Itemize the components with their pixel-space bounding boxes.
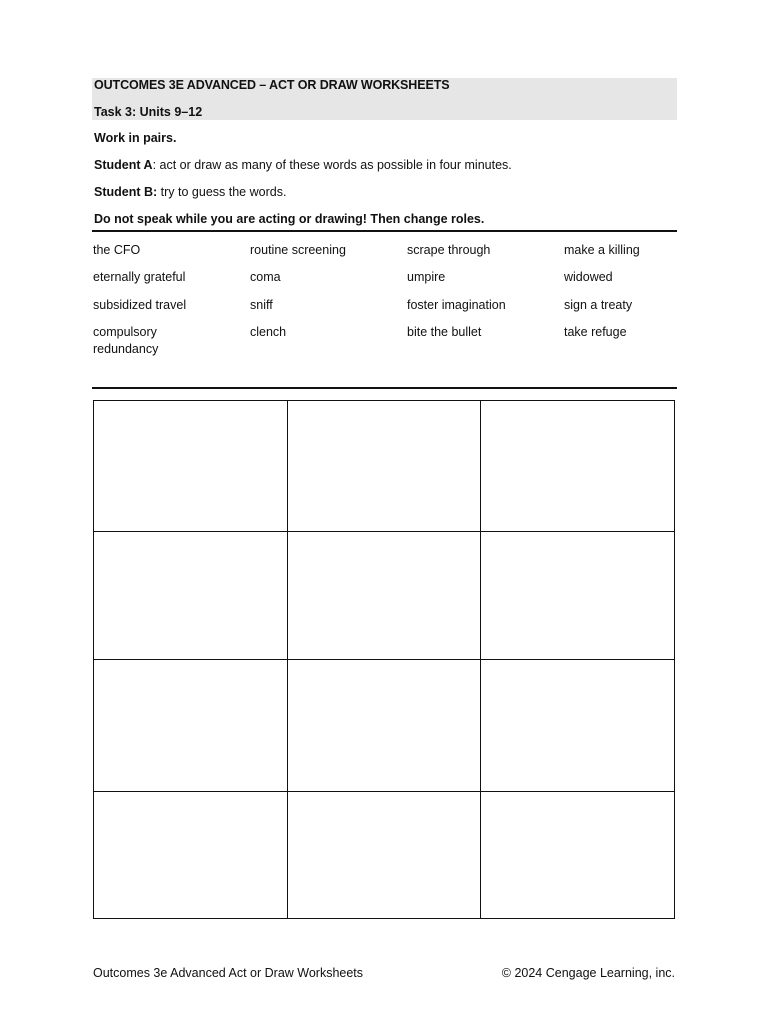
instruction-pairs-text: Work in pairs. — [94, 131, 177, 145]
word-item: foster imagination — [407, 298, 506, 312]
warning-text: Do not speak while you are acting or drawing! Then change roles. — [94, 212, 485, 226]
word-item: coma — [250, 270, 281, 284]
drawing-cell — [481, 792, 674, 918]
instruction-student-b — [94, 184, 286, 200]
word-item: sniff — [250, 298, 273, 312]
drawing-cell — [94, 532, 288, 660]
word-item: make a killing — [564, 243, 640, 257]
student-b-text: try to guess the words. — [157, 185, 287, 199]
drawing-cell — [94, 792, 288, 918]
student-a-text: : act or draw as many of these words as possible in four minutes. — [152, 158, 512, 172]
drawing-cell — [481, 401, 674, 532]
word-item: widowed — [564, 270, 613, 284]
drawing-cell — [288, 792, 481, 918]
word-item: sign a treaty — [564, 298, 633, 312]
drawing-grid — [93, 400, 675, 919]
student-b-label: Student B: — [94, 185, 158, 199]
drawing-cell — [481, 660, 674, 792]
task-heading: Task 3: Units 9–12 — [94, 105, 203, 119]
word-item: scrape through — [407, 243, 491, 257]
drawing-cell — [481, 532, 674, 660]
top-divider — [92, 230, 677, 232]
drawing-cell — [288, 660, 481, 792]
word-item: take refuge — [564, 325, 627, 339]
word-item: the CFO — [93, 243, 141, 257]
word-item: bite the bullet — [407, 325, 482, 339]
footer-left: Outcomes 3e Advanced Act or Draw Worksheets — [93, 966, 364, 980]
word-item: eternally grateful — [93, 270, 186, 284]
drawing-cell — [288, 401, 481, 532]
word-item: routine screening — [250, 243, 346, 257]
word-item: umpire — [407, 270, 446, 284]
instruction-student-a — [94, 157, 512, 173]
drawing-cell — [94, 660, 288, 792]
instruction-warning — [94, 211, 484, 227]
instruction-pairs — [94, 130, 176, 146]
word-item: clench — [250, 325, 287, 339]
word-item: subsidized travel — [93, 298, 187, 312]
footer-right: © 2024 Cengage Learning, inc. — [501, 966, 675, 980]
word-item: compulsory redundancy — [93, 325, 159, 356]
student-a-label: Student A — [94, 158, 153, 172]
worksheet-title: OUTCOMES 3E ADVANCED – ACT OR DRAW WORKSHEETS — [94, 78, 450, 92]
bottom-divider — [92, 387, 677, 389]
drawing-cell — [288, 532, 481, 660]
drawing-cell — [94, 401, 288, 532]
